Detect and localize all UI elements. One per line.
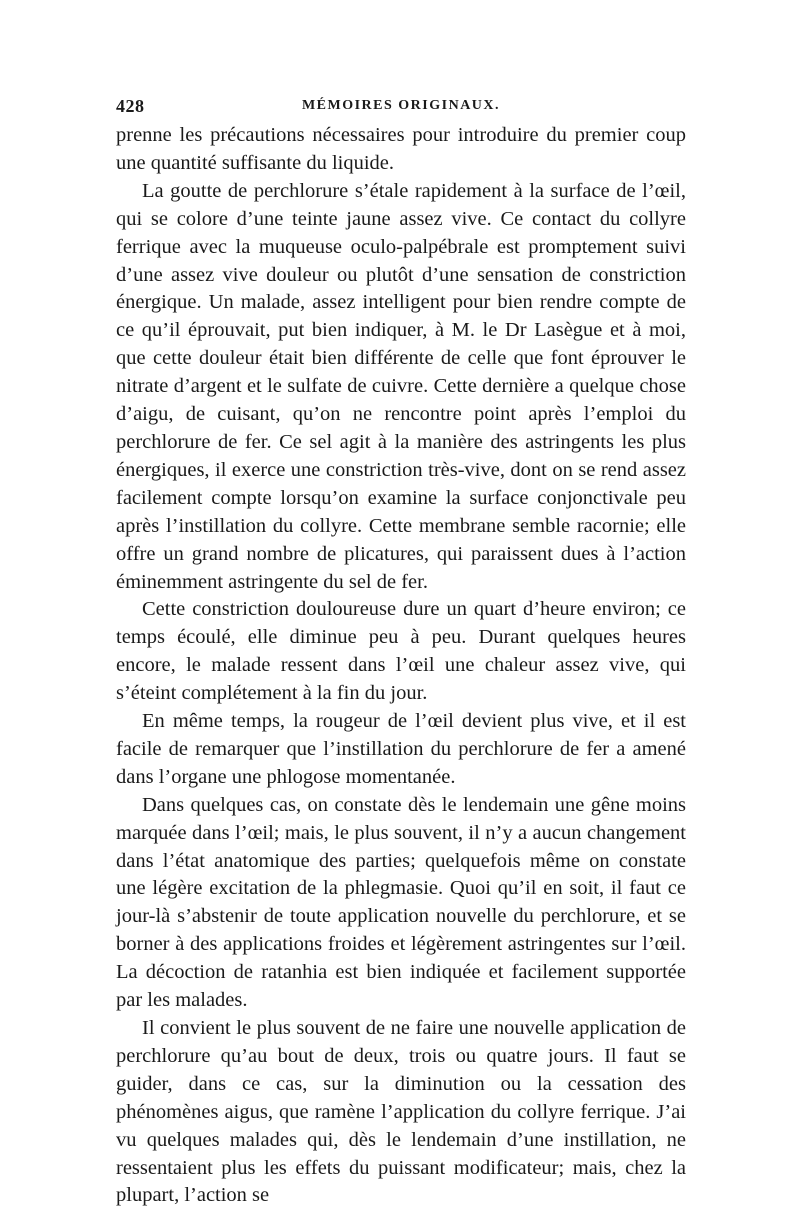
paragraph: Dans quelques cas, on constate dès le lendemain une gêne moins marquée dans l’œil; mais, le plus souvent, il n’y a aucun changement dans l’état anatomique des parties; quelquefois même on constate une légère excitation de la phlegmasie. Quoi qu’il en soit, il faut ce jour-là s’abstenir de toute application nouvelle du perchlorure, et se borner à des applications froides et légèrement astringentes sur l’œil. La décoction de ratanhia est bien indiquée et facilement supportée par les malades. [116,793,686,1012]
paragraph: Il convient le plus souvent de ne faire une nouvelle application de perchlorure qu’au bout de deux, trois ou quatre jours. Il faut se guider, dans ce cas, sur la diminution ou la cessation des phénomènes aigus, que ramène l’application du collyre ferrique. J’ai vu quelques malades qui, dès le lendemain d’une instillation, ne ressentaient plus les effets du puissant modificateur; mais, chez la plupart, l’action se [116,1017,686,1207]
paragraph-continuation: prenne les précautions nécessaires pour introduire du premier coup une quantité suffisante du liquide. [116,124,686,174]
running-head [116,92,686,122]
body-text [116,122,686,1210]
running-title: MÉMOIRES ORIGINAUX. [301,98,501,113]
page-content [116,92,686,1210]
paragraph: La goutte de perchlorure s’étale rapidement à la surface de l’œil, qui se colore d’une teinte jaune assez vive. Ce contact du collyre ferrique avec la muqueuse oculo-palpébrale est promptement suivi d’une assez vive douleur ou plutôt d’une sensation de constriction énergique. Un malade, assez intelligent pour bien rendre compte de ce qu’il éprouvait, put bien indiquer, à M. le Dr Lasègue et à moi, que cette douleur était bien différente de celle que font éprouver le nitrate d’argent et le sulfate de cuivre. Cette dernière a quelque chose d’aigu, de cuisant, qu’on ne rencontre point après l’emploi du perchlorure de fer. Ce sel agit à la manière des astringents les plus énergiques, il exerce une constriction très-vive, dont on se rend assez facilement compte lorsqu’on examine la surface conjonctivale peu après l’instillation du collyre. Cette membrane semble racornie; elle offre un grand nombre de plicatures, qui paraissent dues à l’action éminemment astringente du sel de fer. [116,179,686,593]
page-number: 428 [116,96,145,116]
paragraph: Cette constriction douloureuse dure un quart d’heure environ; ce temps écoulé, elle diminue peu à peu. Durant quelques heures encore, le malade ressent dans l’œil une chaleur assez vive, qui s’éteint complétement à la fin du jour. [116,598,686,705]
paragraph: En même temps, la rougeur de l’œil devient plus vive, et il est facile de remarquer que l’instillation du perchlorure de fer a amené dans l’organe une phlogose momentanée. [116,710,686,788]
